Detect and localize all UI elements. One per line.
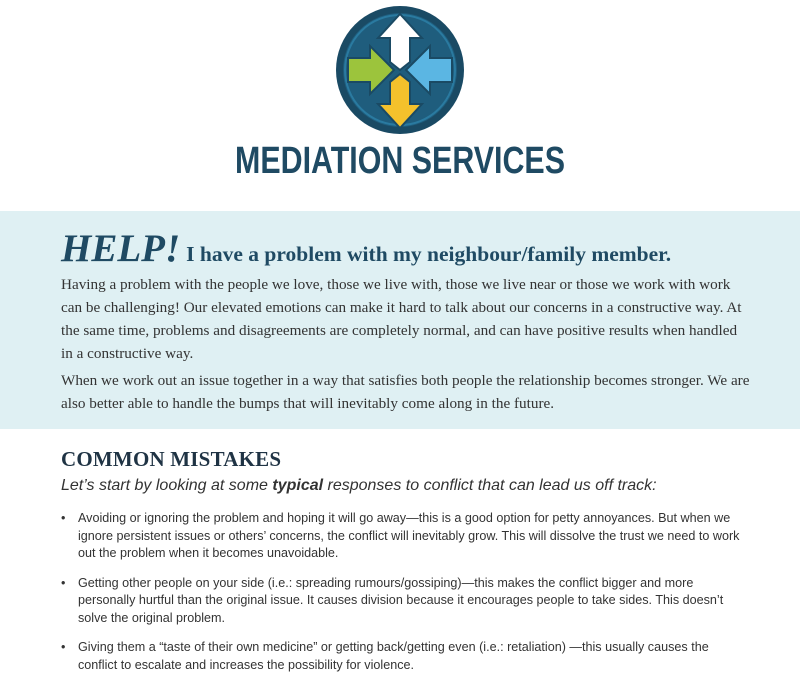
common-mistakes-intro xyxy=(61,474,657,498)
help-heading xyxy=(61,227,671,276)
intro-emphasis: typical xyxy=(272,477,324,494)
mistake-text: Getting other people on your side (i.e.: spreading rumours/gossiping)—this makes the conflict bigger and more personally hurtful than the original issue. It causes division because it encourages people to take sides. This doesn’t solve the original problem. xyxy=(78,575,724,625)
four-arrows-emblem-icon xyxy=(334,4,466,136)
mediation-services-logo xyxy=(334,4,466,136)
help-heading-exclamation: HELP! xyxy=(61,227,181,270)
bullet-icon: • xyxy=(61,511,66,525)
intro-text-end: responses to conflict that can lead us off track: xyxy=(323,477,657,494)
help-panel xyxy=(0,211,800,429)
help-paragraph-2: When we work out an issue together in a way that satisfies both people the relationship becomes stronger. We are also better able to handle the bumps that will inevitably come along in the future. xyxy=(61,372,750,412)
list-item xyxy=(61,639,751,674)
help-paragraph-1: Having a problem with the people we love, those we live with, those we live near or those we work with work can be challenging! Our elevated emotions can make it hard to talk about our concerns in a constructive way. At the same time, problems and disagreements are completely normal, and can have positive results when handled in a constructive way. xyxy=(61,276,742,362)
intro-text-start: Let’s start by looking at some xyxy=(61,477,273,494)
mistake-text: Giving them a “taste of their own medicine” or getting back/getting even (i.e.: retaliation) —this usually causes the conflict to escalate and increases the possibility for violence. xyxy=(78,640,709,672)
list-item xyxy=(61,575,751,628)
list-item xyxy=(61,510,751,563)
mistake-text: Avoiding or ignoring the problem and hoping it will go away—this is a good option for petty annoyances. But when we ignore persistent issues or others’ concerns, the conflict will inevitably grow. This will dissolve the trust we need to work out the problem when it becomes unavoidable. xyxy=(78,511,740,560)
brand-name: MEDIATION SERVICES xyxy=(235,140,565,182)
mistake-list xyxy=(61,510,751,678)
bullet-icon: • xyxy=(61,575,66,590)
help-heading-subtitle: I have a problem with my neighbour/family member. xyxy=(186,242,672,266)
common-mistakes-heading: COMMON MISTAKES xyxy=(61,447,282,471)
bullet-icon: • xyxy=(61,640,66,654)
